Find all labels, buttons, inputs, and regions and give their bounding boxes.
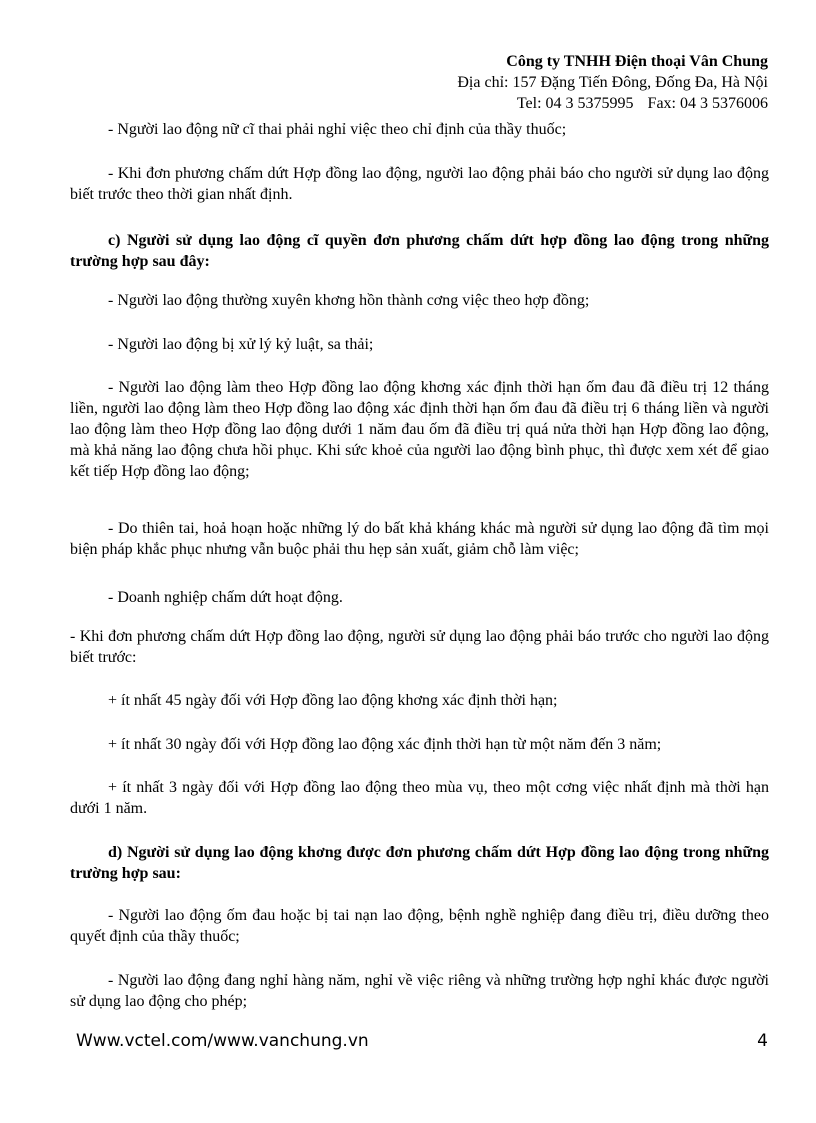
list-item: + ít nhất 3 ngày đối với Hợp đồng lao động theo mùa vụ, theo một cơng việc nhất định mà thời hạn dưới 1 năm. [70,779,769,817]
section-heading-d: d) Người sử dụng lao động khơng được đơn phương chấm dứt Hợp đồng lao động trong những trường hợp sau: [70,844,769,882]
section-heading-c: c) Người sử dụng lao động cĩ quyền đơn phương chấm dứt hợp đồng lao động trong những trường hợp sau đây: [70,232,769,270]
list-item: + ít nhất 30 ngày đối với Hợp đồng lao động xác định thời hạn từ một năm đến 3 năm; [108,736,662,753]
paragraph: - Người lao động thường xuyên khơng hồn thành cơng việc theo hợp đồng; [108,292,590,309]
paragraph: - Người lao động bị xử lý kỷ luật, sa thải; [108,336,374,353]
company-tel: Tel: 04 3 5375995 [516,95,634,112]
paragraph: - Người lao động làm theo Hợp đồng lao động khơng xác định thời hạn ốm đau đã điều trị 12 tháng liền, người lao động làm theo Hợp đồng lao động xác định thời hạn ốm đau đã điều trị 6 tháng liền và người lao động làm theo Hợp đồng lao động dưới 1 năm đau ốm đã điều trị quá nửa thời hạn Hợp đồng lao động, mà khả năng lao động chưa hồi phục. Khi sức khoẻ của người lao động bình phục, thì được xem xét để giao kết tiếp Hợp đồng lao động; [70,379,769,480]
company-contact [457,93,768,114]
company-fax: Fax: 04 3 5376006 [647,95,768,112]
footer-website: Www.vctel.com/www.vanchung.vn [76,1031,369,1051]
paragraph: - Người lao động nữ cĩ thai phải nghỉ việc theo chỉ định của thầy thuốc; [108,121,567,138]
paragraph: - Khi đơn phương chấm dứt Hợp đồng lao động, người lao động phải báo cho người sử dụng lao động biết trước theo thời gian nhất định. [70,165,769,203]
company-address: Địa chỉ: 157 Đặng Tiến Đông, Đống Đa, Hà Nội [457,74,768,91]
paragraph: - Người lao động đang nghỉ hàng năm, nghỉ về việc riêng và những trường hợp nghỉ khác được người sử dụng lao động cho phép; [70,972,769,1010]
company-name: Công ty TNHH Điện thoại Vân Chung [506,53,768,70]
paragraph: - Do thiên tai, hoả hoạn hoặc những lý do bất khả kháng khác mà người sử dụng lao động đã tìm mọi biện pháp khắc phục nhưng vẫn buộc phải thu hẹp sản xuất, giảm chỗ làm việc; [70,520,769,558]
letterhead [457,51,768,114]
paragraph: - Người lao động ốm đau hoặc bị tai nạn lao động, bệnh nghề nghiệp đang điều trị, điều dưỡng theo quyết định của thầy thuốc; [70,907,769,945]
paragraph: - Khi đơn phương chấm dứt Hợp đồng lao động, người sử dụng lao động phải báo trước cho người lao động biết trước: [70,628,769,666]
list-item: + ít nhất 45 ngày đối với Hợp đồng lao động khơng xác định thời hạn; [108,692,558,709]
page-number: 4 [757,1031,768,1051]
paragraph: - Doanh nghiệp chấm dứt hoạt động. [108,589,343,606]
